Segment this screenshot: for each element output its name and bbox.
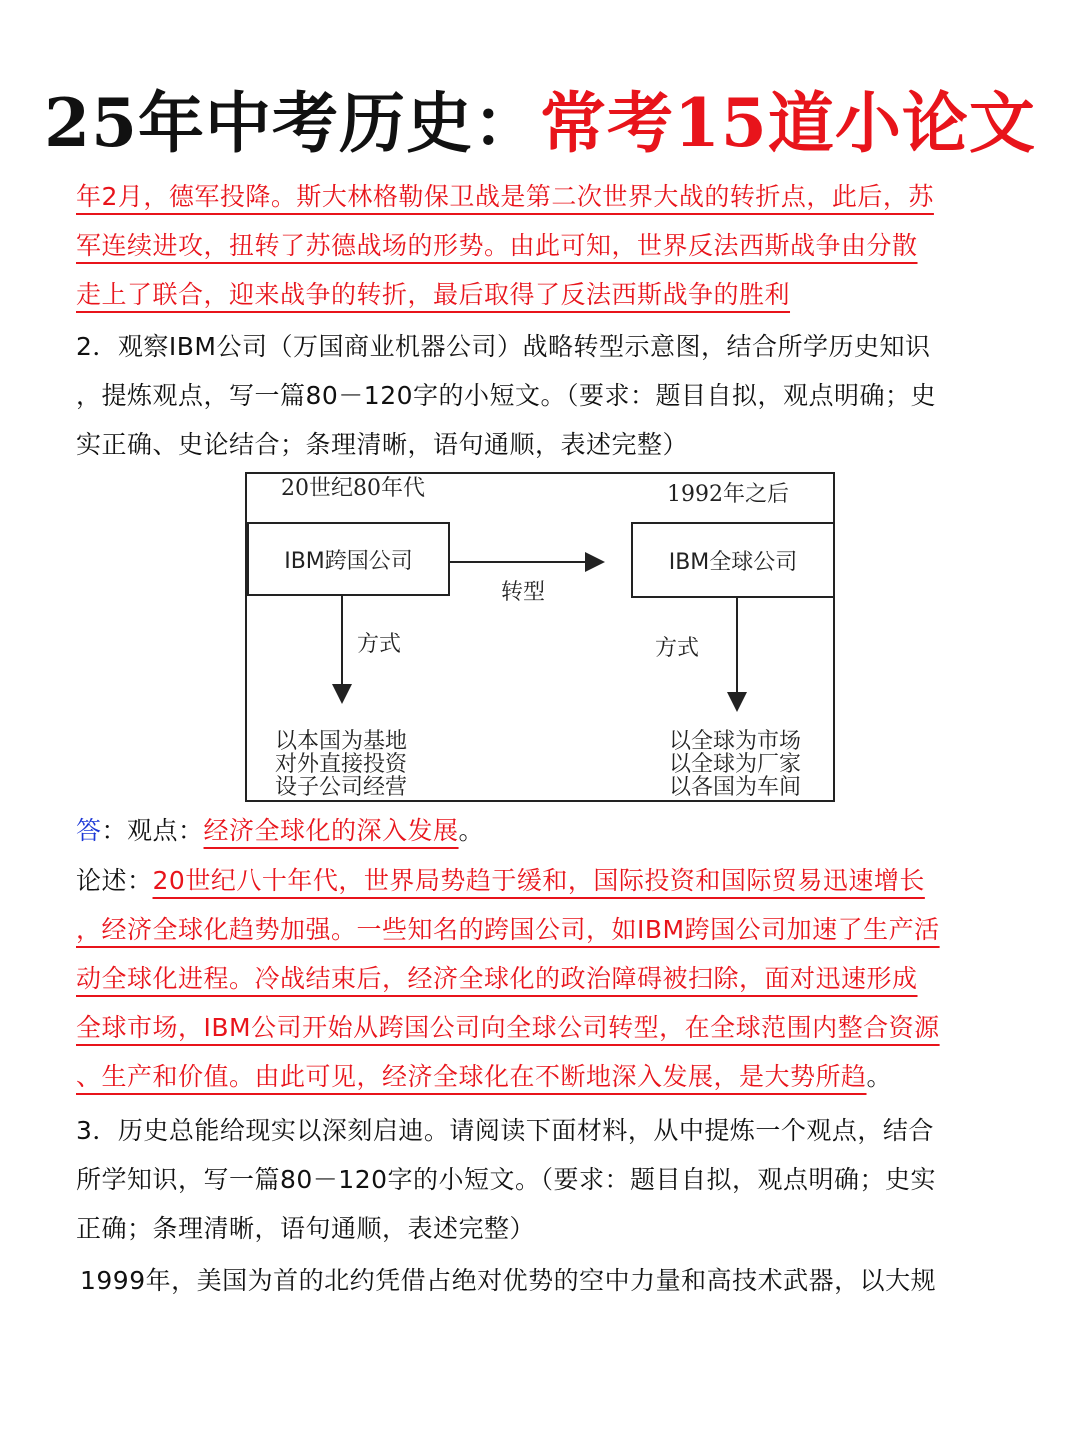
- answer-discussion: [76, 856, 1006, 1101]
- answer-viewpoint: [76, 806, 1006, 855]
- question-3-line: 所学知识，写一篇80－120字的小短文。（要求：题目自拟，观点明确；史实: [76, 1165, 937, 1194]
- answer-prefix: 答: [76, 816, 102, 845]
- right-item: 以各国为车间: [669, 775, 802, 800]
- answer-colon: ：观点：: [101, 816, 204, 845]
- ibm-strategy-diagram: [245, 472, 835, 802]
- discussion-line: ，经济全球化趋势加强。一些知名的跨国公司，如IBM跨国公司加速了生产活: [76, 915, 940, 944]
- question-3-line: 3．历史总能给现实以深刻启迪。请阅读下面材料，从中提炼一个观点，结合: [76, 1116, 934, 1145]
- discussion-line: 全球市场，IBM公司开始从跨国公司向全球公司转型，在全球范围内整合资源: [76, 1013, 940, 1042]
- discussion-end: 。: [866, 1062, 893, 1091]
- right-method-label: 方式: [655, 636, 700, 661]
- right-items: [669, 730, 801, 799]
- answer-viewpoint-text: 经济全球化的深入发展: [203, 816, 459, 845]
- discussion-line: 动全球化进程。冷战结束后，经济全球化的政治障碍被扫除，面对迅速形成: [76, 964, 918, 993]
- left-item: 以本国为基地: [275, 729, 408, 754]
- left-item: 对外直接投资: [275, 752, 408, 777]
- discussion-line: 、生产和价值。由此可见，经济全球化在不断地深入发展，是大势所趋: [76, 1062, 867, 1091]
- question-2-line: 2．观察IBM公司（万国商业机器公司）战略转型示意图，结合所学历史知识: [76, 332, 931, 361]
- title-black-part: 25年中考历史：: [44, 84, 540, 162]
- ibm-global-box: IBM全球公司: [631, 522, 835, 598]
- intro-line: 军连续进攻，扭转了苏德战场的形势。由此可知，世界反法西斯战争由分散: [76, 231, 918, 260]
- right-item: 以全球为厂家: [669, 752, 802, 777]
- transform-label: 转型: [501, 580, 546, 605]
- right-item: 以全球为市场: [669, 729, 802, 754]
- title-red-part: 常考15道小论文: [540, 84, 1036, 162]
- discussion-label: 论述：: [76, 866, 153, 895]
- left-era-label: 20世纪80年代: [281, 476, 425, 501]
- left-items: [275, 730, 407, 799]
- page-title: [0, 78, 1080, 168]
- left-method-label: 方式: [357, 632, 402, 657]
- question-3-line: 正确；条理清晰，语句通顺，表述完整）: [76, 1214, 536, 1243]
- question-2: [76, 322, 1006, 469]
- intro-paragraph: [76, 172, 1006, 319]
- question-3: [76, 1106, 1006, 1253]
- intro-line: 年2月，德军投降。斯大林格勒保卫战是第二次世界大战的转折点，此后，苏: [76, 182, 934, 211]
- answer-period: 。: [458, 816, 485, 845]
- question-3-material: 1999年，美国为首的北约凭借占绝对优势的空中力量和高技术武器，以大规: [80, 1266, 937, 1295]
- question-2-line: 实正确、史论结合；条理清晰，语句通顺，表述完整）: [76, 430, 689, 459]
- right-era-label: 1992年之后: [667, 482, 789, 507]
- discussion-line: 20世纪八十年代，世界局势趋于缓和，国际投资和国际贸易迅速增长: [152, 866, 925, 895]
- left-item: 设子公司经营: [275, 775, 408, 800]
- question-2-line: ，提炼观点，写一篇80－120字的小短文。（要求：题目自拟，观点明确；史: [76, 381, 937, 410]
- intro-line: 走上了联合，迎来战争的转折，最后取得了反法西斯战争的胜利: [76, 280, 791, 309]
- ibm-multinational-box: IBM跨国公司: [247, 522, 450, 596]
